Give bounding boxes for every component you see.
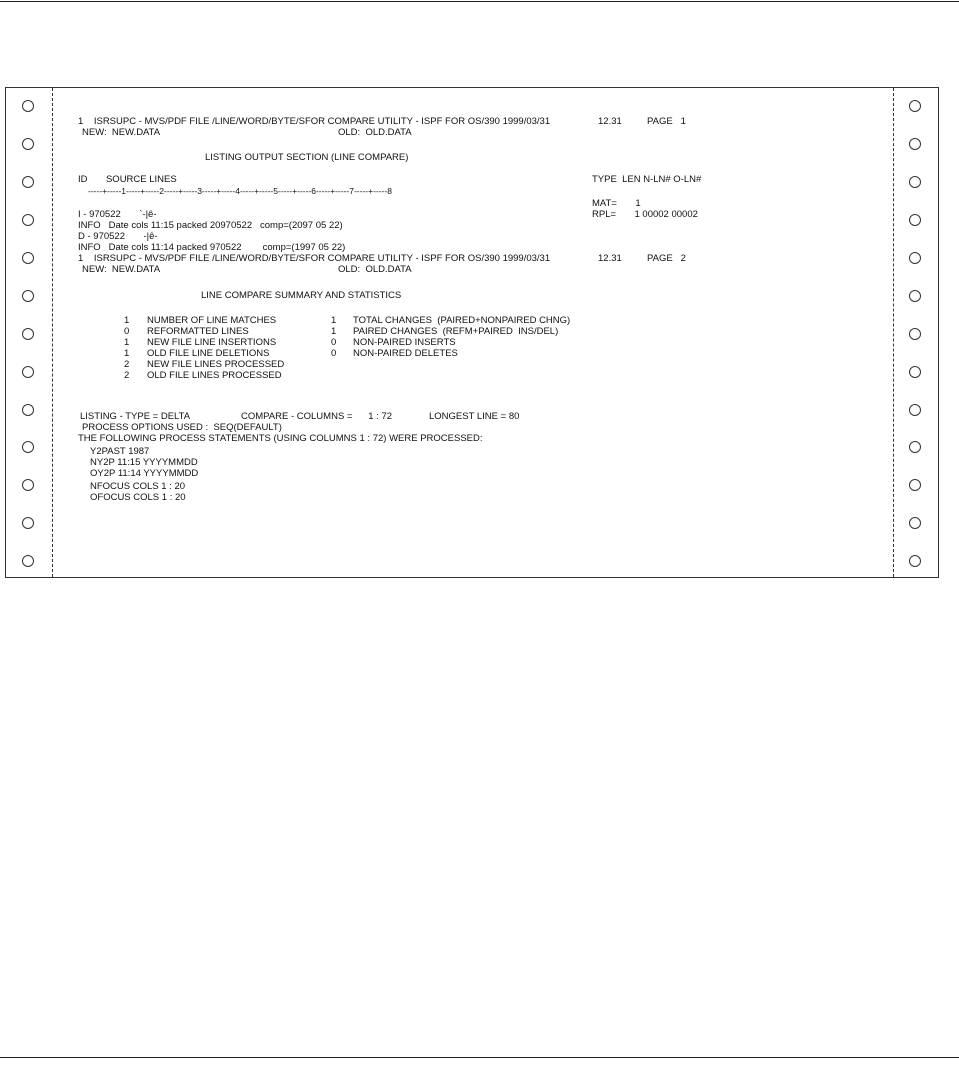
stat-label: NEW FILE LINES PROCESSED [147, 359, 285, 370]
bottom-rule [0, 1057, 959, 1058]
stat-number: 0 [124, 326, 130, 337]
page1-header-line: 1 ISRSUPC - MVS/PDF FILE /LINE/WORD/BYTE/SFOR COMPARE UTILITY - ISPF FOR OS/390 1999/03/31 [78, 116, 551, 127]
stat-number: 1 [124, 337, 130, 348]
page1-new-file: NEW: NEW.DATA [82, 127, 161, 138]
stat-number: 2 [124, 370, 130, 381]
stat-number: 1 [124, 348, 130, 359]
stat-label: NON-PAIRED DELETES [353, 348, 458, 359]
process-statement: OY2P 11:14 YYYYMMDD [90, 468, 199, 479]
continuous-form-paper [5, 87, 939, 578]
info-line-1: INFO Date cols 11:15 packed 20970522 comp=(2097 05 22) [78, 220, 343, 231]
stat-label: PAIRED CHANGES (REFM+PAIRED INS/DEL) [353, 326, 559, 337]
stat-number: 1 [124, 315, 130, 326]
rpl-line: RPL= 1 00002 00002 [592, 209, 698, 220]
process-statement: Y2PAST 1987 [90, 446, 150, 457]
stat-number: 2 [124, 359, 130, 370]
stat-number: 1 [331, 326, 337, 337]
process-options: PROCESS OPTIONS USED : SEQ(DEFAULT) [82, 422, 282, 433]
stat-label: NUMBER OF LINE MATCHES [147, 315, 277, 326]
listing-content [6, 88, 938, 577]
stat-label: NON-PAIRED INSERTS [353, 337, 456, 348]
stat-label: REFORMATTED LINES [147, 326, 249, 337]
stat-number: 0 [331, 348, 337, 359]
page2-header-time: 12.31 [598, 253, 622, 264]
page1-old-file: OLD: OLD.DATA [338, 127, 412, 138]
stat-label: OLD FILE LINE DELETIONS [147, 348, 270, 359]
compare-columns: COMPARE - COLUMNS = 1 : 72 [241, 411, 393, 422]
listing-type: LISTING - TYPE = DELTA [80, 411, 191, 422]
d-line: D - 970522 -|ê- [78, 231, 158, 242]
page2-header-line: 1 ISRSUPC - MVS/PDF FILE /LINE/WORD/BYTE/SFOR COMPARE UTILITY - ISPF FOR OS/390 1999/03/31 [78, 253, 551, 264]
stat-label: TOTAL CHANGES (PAIRED+NONPAIRED CHNG) [353, 315, 571, 326]
stat-label: NEW FILE LINE INSERTIONS [147, 337, 277, 348]
stat-number: 1 [331, 315, 337, 326]
process-statement: NFOCUS COLS 1 : 20 [90, 481, 186, 492]
column-ruler: -----+-----1-----+-----2-----+-----3-----+-----4-----+-----5-----+-----6-----+-----7-----+-----8 [88, 186, 392, 196]
page1-header-time: 12.31 [598, 116, 622, 127]
info-line-2: INFO Date cols 11:14 packed 970522 comp=(1997 05 22) [78, 242, 346, 253]
section1-title: LISTING OUTPUT SECTION (LINE COMPARE) [205, 152, 409, 163]
stat-label: OLD FILE LINES PROCESSED [147, 370, 282, 381]
mat-line: MAT= 1 [592, 198, 641, 209]
i-line: I - 970522 `-|ê- [78, 209, 157, 220]
process-statement: NY2P 11:15 YYYYMMDD [90, 457, 198, 468]
page2-old-file: OLD: OLD.DATA [338, 264, 412, 275]
columns-header-left: ID SOURCE LINES [78, 174, 177, 185]
page1-header-page: PAGE 1 [647, 116, 686, 127]
page2-header-page: PAGE 2 [647, 253, 686, 264]
top-rule [0, 1, 959, 2]
following-statements: THE FOLLOWING PROCESS STATEMENTS (USING COLUMNS 1 : 72) WERE PROCESSED: [78, 433, 483, 444]
stat-number: 0 [331, 337, 337, 348]
columns-header-right: TYPE LEN N-LN# O-LN# [592, 174, 702, 185]
page2-new-file: NEW: NEW.DATA [82, 264, 161, 275]
process-statement: OFOCUS COLS 1 : 20 [90, 492, 186, 503]
section2-title: LINE COMPARE SUMMARY AND STATISTICS [201, 290, 402, 301]
longest-line: LONGEST LINE = 80 [429, 411, 520, 422]
